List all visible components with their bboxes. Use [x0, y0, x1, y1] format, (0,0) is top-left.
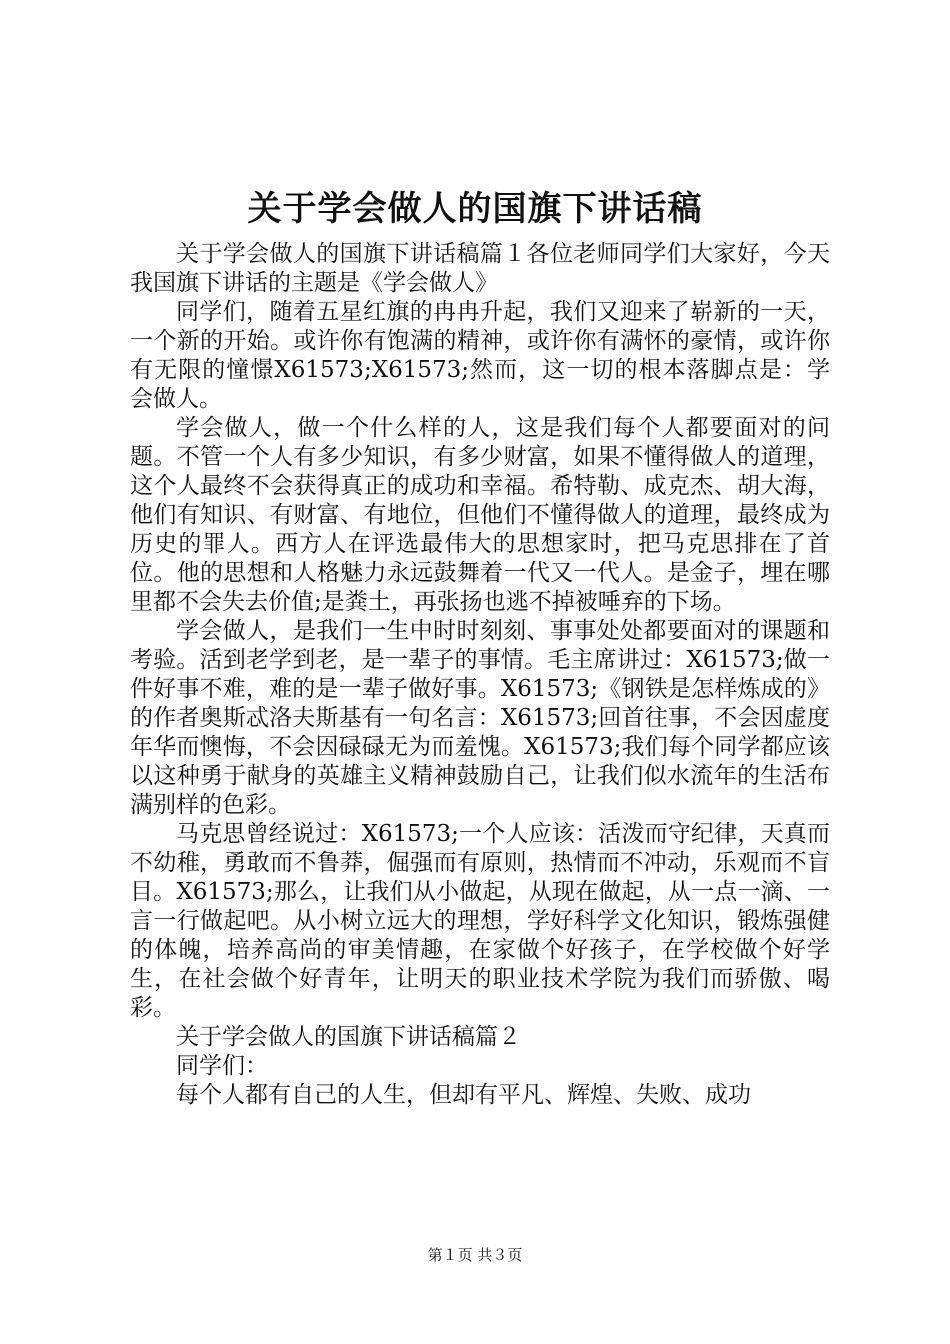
- document-body: [130, 240, 830, 1110]
- paragraph: 马克思曾经说过：X61573;一个人应该：活泼而守纪律，天真而不幼稚，勇敢而不鲁莽，倔强而有原则，热情而不冲动，乐观而不盲目。X61573;那么，让我们从小做起，从现在做起，从一点一滴、一言一行做起吧。从小树立远大的理想，学好科学文化知识，锻炼强健的体魄，培养高尚的审美情趣，在家做个好孩子，在学校做个好学生，在社会做个好青年，让明天的职业技术学院为我们而骄傲、喝彩。: [130, 821, 830, 1021]
- paragraph: 关于学会做人的国旗下讲话稿篇１各位老师同学们大家好，今天我国旗下讲话的主题是《学会做人》: [130, 241, 830, 296]
- paragraph: 学会做人，做一个什么样的人，这是我们每个人都要面对的问题。不管一个人有多少知识，有多少财富，如果不懂得做人的道理，这个人最终不会获得真正的成功和幸福。希特勒、成克杰、胡大海，他们有知识、有财富、有地位，但他们不懂得做人的道理，最终成为历史的罪人。西方人在评选最伟大的思想家时，把马克思排在了首位。他的思想和人格魅力永远鼓舞着一代又一代人。是金子，埋在哪里都不会失去价值;是粪土，再张扬也逃不掉被唾弃的下场。: [130, 415, 830, 615]
- document-title: 关于学会做人的国旗下讲话稿: [247, 189, 703, 229]
- paragraph: 同学们，随着五星红旗的冉冉升起，我们又迎来了崭新的一天，一个新的开始。或许你有饱满的精神，或许你有满怀的豪情，或许你有无限的憧憬X61573;X61573;然而，这一切的根本落脚点是：学会做人。: [130, 299, 830, 412]
- paragraph: 学会做人，是我们一生中时时刻刻、事事处处都要面对的课题和考验。活到老学到老，是一辈子的事情。毛主席讲过：X61573;做一件好事不难，难的是一辈子做好事。X61573;《钢铁是怎样炼成的》的作者奥斯忒洛夫斯基有一句名言：X61573;回首往事，不会因虚度年华而懊悔，不会因碌碌无为而羞愧。X61573;我们每个同学都应该以这种勇于献身的英雄主义精神鼓励自己，让我们似水流年的生活布满别样的色彩。: [130, 618, 830, 818]
- page-number: 第１页 共３页: [427, 1246, 523, 1264]
- salutation: 同学们：: [176, 1053, 268, 1079]
- page-footer: [0, 1245, 950, 1265]
- paragraph: 每个人都有自己的人生，但却有平凡、辉煌、失败、成功: [176, 1082, 751, 1108]
- section-heading: 关于学会做人的国旗下讲话稿篇２: [176, 1024, 521, 1050]
